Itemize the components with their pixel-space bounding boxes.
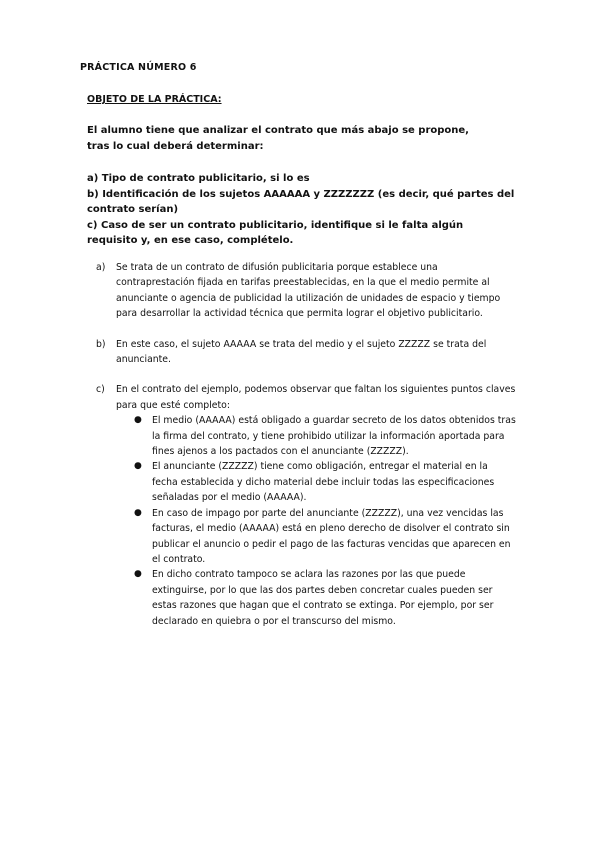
answer-text: En este caso, el sujeto AAAAA se trata del medio y el sujeto ZZZZZ se trata del anunciante.	[116, 338, 487, 366]
bullet-text: El medio (AAAAA) está obligado a guardar secreto de los datos obtenidos tras la firma del contrato, y tiene prohibido utilizar la información aportada para fines ajenos a los pactados con el anunciante (ZZZZZ).	[152, 415, 516, 458]
requirements-list	[87, 171, 517, 249]
requirement-item: b) Identificación de los sujetos AAAAAA y ZZZZZZZ (es decir, qué partes del contrato serían)	[87, 188, 515, 216]
requirement-item: c) Caso de ser un contrato publicitario, identifique si le falta algún requisito y, en ese caso, complételo.	[87, 219, 464, 247]
answer-label: a)	[96, 262, 106, 273]
page-title: PRÁCTICA NÚMERO 6	[80, 62, 197, 73]
requirement-item: a) Tipo de contrato publicitario, si lo es	[87, 173, 310, 184]
list-item	[134, 567, 516, 629]
answer-b	[96, 337, 516, 368]
intro-line: El alumno tiene que analizar el contrato que más abajo se propone,	[87, 125, 469, 136]
bullet-icon: ●	[134, 461, 142, 472]
bullet-text: En caso de impago por parte del anunciante (ZZZZZ), una vez vencidas las facturas, el medio (AAAAA) está en pleno derecho de disolver el contrato sin publicar el anuncio o pedir el pago de las facturas vencidas que aparecen en el contrato.	[152, 507, 511, 565]
bullet-icon: ●	[134, 569, 142, 580]
intro-line: tras lo cual deberá determinar:	[87, 140, 264, 152]
answer-label: b)	[96, 338, 106, 350]
answer-text: En el contrato del ejemplo, podemos observar que faltan los siguientes puntos claves para que esté completo:	[116, 384, 516, 411]
bullet-icon: ●	[134, 507, 142, 518]
missing-points-list	[116, 413, 516, 629]
bullet-text: En dicho contrato tampoco se aclara las razones por las que puede extinguirse, por lo que las dos partes deben concretar cuales pueden ser estas razones que hagan que el contrato se extinga. Por ejemplo, por ser declarado en quiebra o por el transcurso del mismo.	[152, 569, 494, 627]
answer-text: Se trata de un contrato de difusión publicitaria porque establece una contraprestación fijada en tarifas preestablecidas, en la que el medio permite al anunciante o agencia de publicidad la utilización de unidades de espacio y tiempo para desarrollar la actividad técnica que permita lograr el objetivo publicitario.	[116, 262, 501, 320]
list-item	[134, 413, 516, 459]
answer-label: c)	[96, 384, 105, 396]
answer-a	[96, 260, 516, 322]
bullet-text: El anunciante (ZZZZZ) tiene como obligación, entregar el material en la fecha establecida y dicho material debe incluir todas las especificaciones señaladas por el medio (AAAAA).	[152, 461, 495, 504]
answers-list	[96, 260, 516, 629]
list-item	[134, 459, 516, 505]
intro-paragraph	[87, 123, 517, 154]
list-item	[134, 506, 516, 568]
bullet-icon: ●	[134, 415, 142, 426]
answer-c	[96, 382, 516, 629]
objeto-heading: OBJETO DE LA PRÁCTICA:	[87, 94, 222, 105]
